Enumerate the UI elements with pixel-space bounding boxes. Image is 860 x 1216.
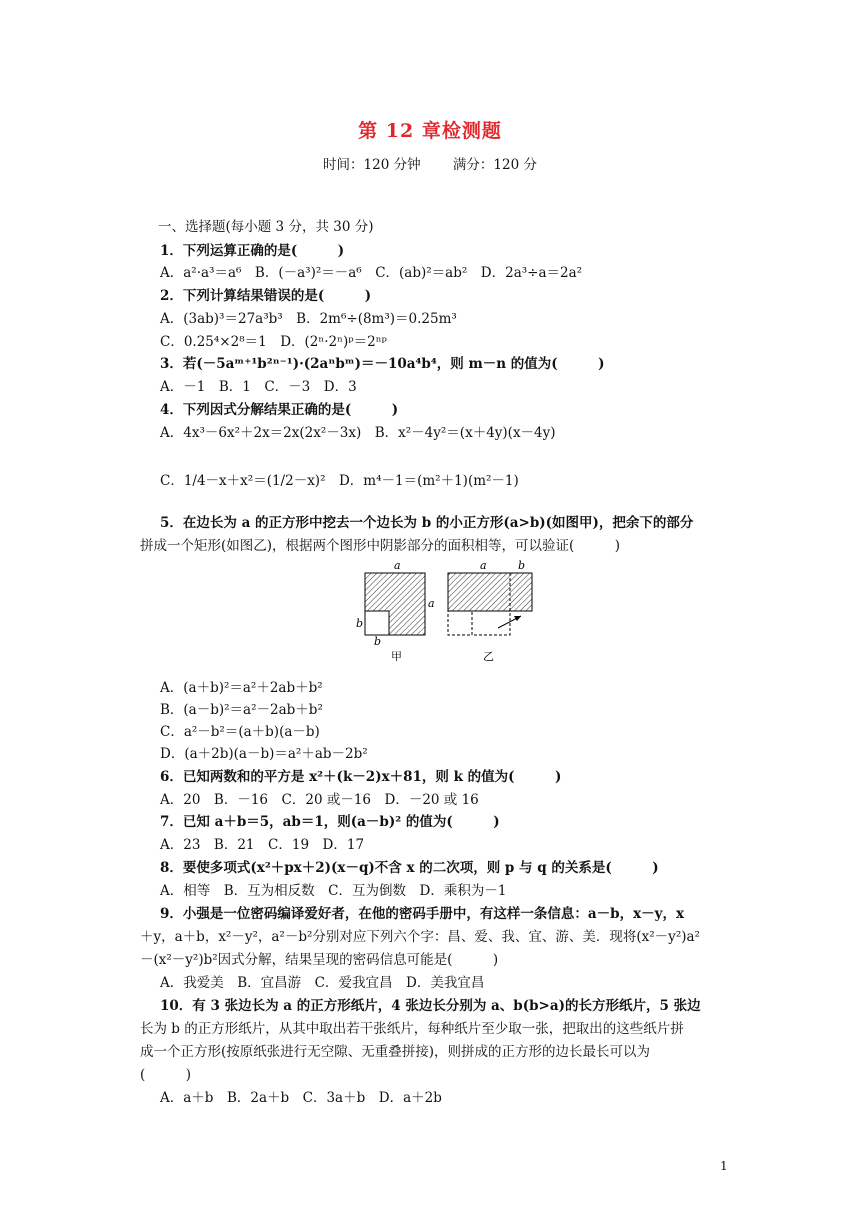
question-5-option-c: C．a²－b²＝(a＋b)(a－b) <box>160 724 320 740</box>
question-10-line-2: 长为 b 的正方形纸片，从其中取出若干张纸片，每种纸片至少取一张，把取出的这些纸片拼 <box>140 1021 684 1037</box>
question-9-options: A．我爱美 B．宜昌游 C．爱我宜昌 D．美我宜昌 <box>160 975 485 991</box>
question-4-options-2: C．1/4－x＋x²＝(1/2－x)² D．m⁴－1＝(m²＋1)(m²－1) <box>160 473 519 489</box>
question-2-options-2: C．0.25⁴×2⁸＝1 D．(2ⁿ·2ⁿ)ᵖ＝2ⁿᵖ <box>160 334 387 350</box>
question-2: 2．下列计算结果错误的是( ) <box>160 288 372 304</box>
question-10-line-1: 10．有 3 张边长为 a 的正方形纸片，4 张边长分别为 a、b(b>a)的长方形纸片，5 张边 <box>160 998 701 1014</box>
question-8-options: A．相等 B．互为相反数 C．互为倒数 D．乘积为－1 <box>160 883 507 899</box>
question-1-options: A．a²·a³＝a⁶ B．(－a³)²＝－a⁶ C．(ab)²＝ab² D．2a³÷a＝2a² <box>160 265 583 281</box>
question-2-options-1: A．(3ab)³＝27a³b³ B．2m⁶÷(8m³)＝0.25m³ <box>160 311 457 327</box>
label-a-top-left: a <box>394 560 401 572</box>
label-b-bottom: b <box>374 635 382 648</box>
question-8: 8．要使多项式(x²＋px＋2)(x－q)不含 x 的二次项，则 p 与 q 的关系是( ) <box>160 860 659 876</box>
caption-right: 乙 <box>483 650 494 663</box>
section-heading: 一、选择题(每小题 3 分，共 30 分) <box>158 219 374 235</box>
caption-left: 甲 <box>391 650 402 663</box>
question-3-options: A．－1 B．1 C．－3 D．3 <box>160 379 357 395</box>
page-title: 第 12 章检测题 <box>358 120 502 142</box>
question-1: 1．下列运算正确的是( ) <box>160 243 345 259</box>
question-5-option-a: A．(a＋b)²＝a²＋2ab＋b² <box>160 680 323 696</box>
question-6: 6．已知两数和的平方是 x²＋(k－2)x＋81，则 k 的值为( ) <box>160 769 562 785</box>
question-3: 3．若(－5aᵐ⁺¹b²ⁿ⁻¹)·(2aⁿbᵐ)＝－10a⁴b⁴，则 m－n 的值为( ) <box>160 356 605 372</box>
exam-time: 时间：120 分钟 <box>323 157 421 173</box>
question-5-option-d: D．(a＋2b)(a－b)＝a²＋ab－2b² <box>160 746 368 762</box>
exam-info <box>0 153 860 173</box>
question-9-line-3: －(x²－y²)b²因式分解，结果呈现的密码信息可能是( ) <box>140 952 499 968</box>
question-5-line-2: 拼成一个矩形(如图乙)，根据两个图形中阴影部分的面积相等，可以验证( ) <box>140 538 621 554</box>
question-4: 4．下列因式分解结果正确的是( ) <box>160 402 399 418</box>
label-a-right-figure: a <box>480 560 487 572</box>
question-7: 7．已知 a＋b＝5，ab＝1，则(a－b)² 的值为( ) <box>160 814 500 830</box>
question-9-line-1: 9．小强是一位密码编译爱好者，在他的密码手册中，有这样一条信息：a－b，x－y，x <box>160 906 685 922</box>
question-10-options: A．a＋b B．2a＋b C．3a＋b D．a＋2b <box>160 1090 442 1106</box>
question-10-line-4: ( ) <box>140 1067 192 1083</box>
exam-score: 满分：120 分 <box>452 157 537 173</box>
question-10-line-3: 成一个正方形(按原纸张进行无空隙、无重叠拼接)，则拼成的正方形的边长最长可以为 <box>140 1044 651 1060</box>
question-5-option-b: B．(a－b)²＝a²－2ab＋b² <box>160 702 323 718</box>
question-9-line-2: ＋y，a＋b，x²－y²，a²－b²分别对应下列六个字：昌、爱、我、宜、游、美．现将(x²－y²)a² <box>140 929 700 945</box>
label-b-right-figure: b <box>518 560 526 572</box>
label-a-right: a <box>428 597 435 610</box>
question-7-options: A．23 B．21 C．19 D．17 <box>160 837 365 853</box>
page-number: 1 <box>720 1159 728 1173</box>
question-5-line-1: 5．在边长为 a 的正方形中挖去一个边长为 b 的小正方形(a>b)(如图甲)，把余下的部分 <box>160 515 694 531</box>
square-rectangle-figure <box>350 560 540 665</box>
label-b-left: b <box>356 617 364 630</box>
question-6-options: A．20 B．－16 C．20 或－16 D．－20 或 16 <box>160 792 479 808</box>
question-4-options-1: A．4x³－6x²＋2x＝2x(2x²－3x) B．x²－4y²＝(x＋4y)(x－4y) <box>160 425 556 441</box>
